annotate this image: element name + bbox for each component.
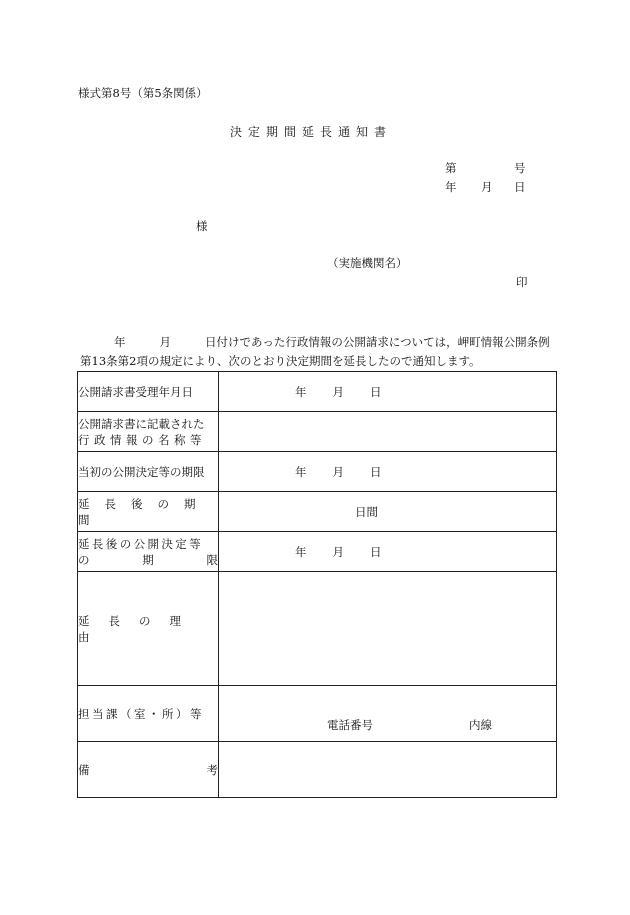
date-day-label: 日	[370, 384, 382, 399]
row-label: 公開請求書受理年月日	[78, 372, 219, 412]
date-year-label: 年	[295, 384, 307, 399]
label-part-a: 備	[78, 762, 90, 777]
extension-period-field[interactable]	[219, 492, 557, 532]
row-label: 当初の公開決定等の期限	[78, 452, 219, 492]
label-part-a: の	[78, 552, 90, 567]
reason-field[interactable]	[219, 572, 557, 686]
row-label-line1: 公開請求書に記載された	[78, 416, 205, 431]
table-row	[78, 452, 557, 492]
row-label-text	[78, 762, 218, 778]
row-label	[78, 686, 219, 742]
date-day-label: 日	[370, 544, 382, 559]
date-month-label: 月	[332, 544, 344, 559]
form-number: 様式第8号（第5条関係）	[78, 86, 208, 100]
date-year-label: 年	[295, 464, 307, 479]
table-row	[78, 492, 557, 532]
table-row	[78, 412, 557, 452]
table-row	[78, 572, 557, 686]
body-month: 月	[159, 335, 171, 349]
row-label-line1: 延長後の公開決定等	[78, 536, 204, 551]
table-row	[78, 686, 557, 742]
body-paragraph	[80, 333, 558, 371]
date-year: 年	[445, 180, 457, 194]
row-label-line2	[78, 552, 218, 568]
date-month-label: 月	[332, 384, 344, 399]
row-label-text: 延長後の期間	[78, 496, 211, 527]
table-row	[78, 372, 557, 412]
date-year-label: 年	[295, 544, 307, 559]
row-label	[78, 532, 219, 572]
date-day-label: 日	[370, 464, 382, 479]
extension-label: 内線	[469, 718, 492, 732]
row-label-text: 担当課（室・所）等	[78, 706, 204, 721]
agency-label: （実施機関名）	[327, 256, 408, 270]
row-label-line2: 行政情報の名称等	[78, 432, 206, 447]
label-part-b: 期	[142, 552, 154, 567]
remarks-field[interactable]	[219, 742, 557, 798]
date-day: 日	[514, 180, 526, 194]
row-label	[78, 492, 219, 532]
document-title: 決定期間延長通知書	[230, 125, 393, 139]
label-part-c: 限	[206, 552, 218, 567]
row-label	[78, 572, 219, 686]
date-month-label: 月	[332, 464, 344, 479]
receipt-date-field[interactable]	[219, 372, 557, 412]
row-label	[78, 742, 219, 798]
phone-label: 電話番号	[327, 718, 373, 732]
row-label-text: 延長の理由	[78, 613, 200, 644]
body-year: 年	[114, 335, 126, 349]
seal-mark: 印	[516, 275, 528, 289]
row-label	[78, 412, 219, 452]
department-field[interactable]	[219, 686, 557, 742]
table-row	[78, 742, 557, 798]
info-name-field[interactable]	[219, 412, 557, 452]
body-text: 日付けであった行政情報の公開請求については，岬町情報公開条例第13条第2項の規定により、次のとおり決定期間を延長したので通知します。	[80, 335, 550, 368]
label-part-b: 考	[206, 762, 218, 777]
date-month: 月	[481, 180, 493, 194]
new-deadline-field[interactable]	[219, 532, 557, 572]
original-deadline-field[interactable]	[219, 452, 557, 492]
notice-table	[77, 371, 557, 798]
doc-number-prefix: 第	[445, 161, 457, 175]
table-row	[78, 532, 557, 572]
doc-number-suffix: 号	[514, 161, 526, 175]
addressee-suffix: 様	[196, 219, 208, 233]
days-unit-label: 日間	[355, 504, 378, 519]
